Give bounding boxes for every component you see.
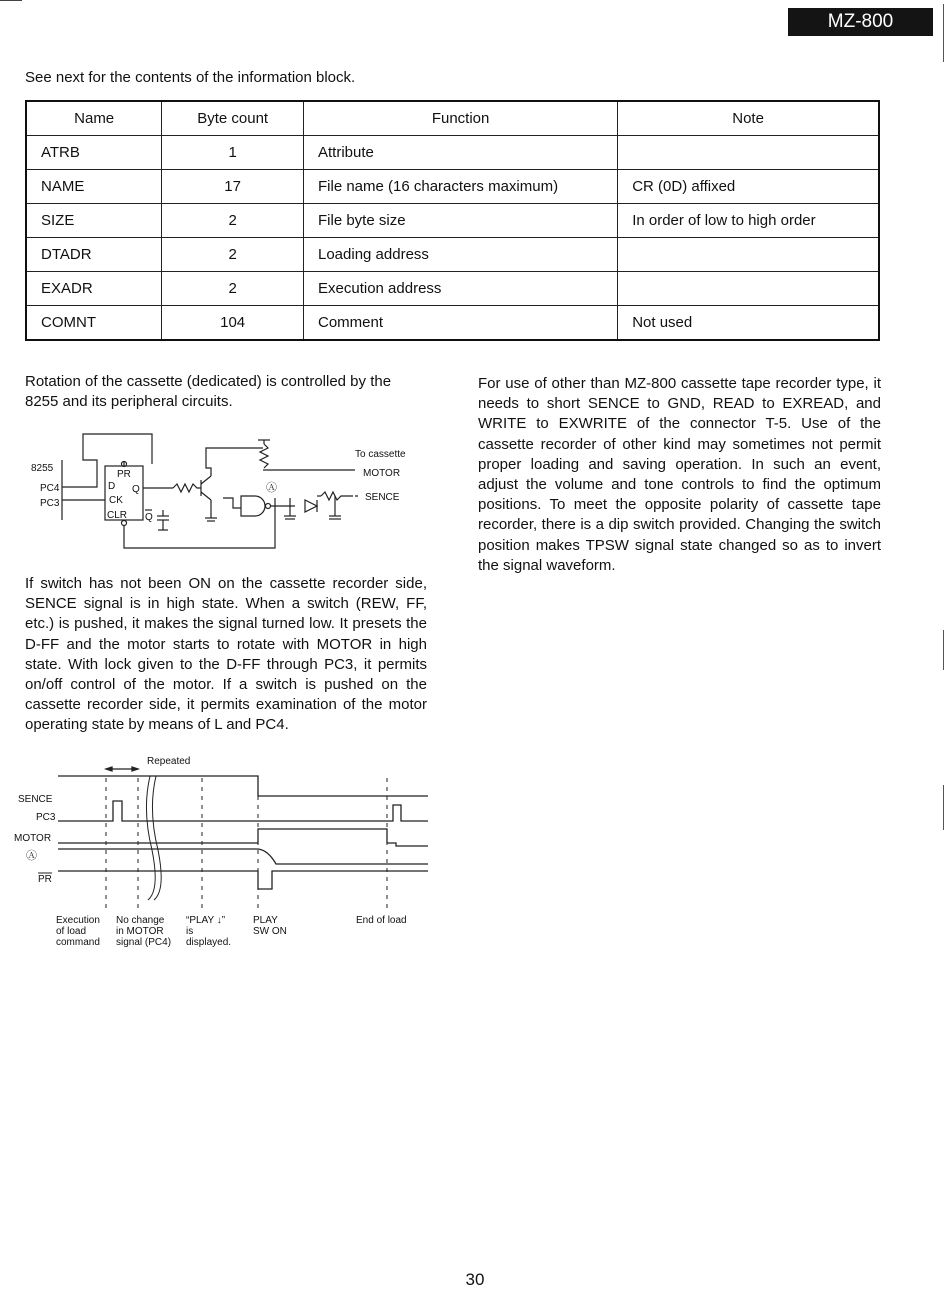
cell-note: CR (0D) affixed <box>618 170 879 204</box>
label-motor: MOTOR <box>363 468 401 479</box>
cell-note <box>618 238 879 272</box>
left-paragraph-intro: Rotation of the cassette (dedicated) is controlled by the 8255 and its peripheral circuits. <box>25 373 392 411</box>
col-header-name: Name <box>26 101 162 136</box>
caption-end-of-load: End of load <box>356 915 407 926</box>
label-sig-sence: SENCE <box>18 794 53 805</box>
label-ck: CK <box>109 495 123 506</box>
timing-diagram <box>10 750 435 955</box>
cell-function: Attribute <box>304 136 618 170</box>
table-header-row <box>26 101 879 136</box>
model-badge: MZ-800 <box>788 8 933 36</box>
label-to-cassette: To cassette <box>355 449 406 460</box>
cell-function: Execution address <box>304 272 618 306</box>
caption-execution-2: of load <box>56 926 87 937</box>
label-q: Q <box>132 484 140 495</box>
label-clr: CLR <box>107 510 128 521</box>
label-sig-pc3: PC3 <box>36 812 56 823</box>
cell-name: EXADR <box>26 272 162 306</box>
caption-play-sw-2: SW ON <box>253 926 287 937</box>
caption-play-displayed-1: “PLAY ↓” <box>186 915 226 926</box>
table-row <box>26 204 879 238</box>
label-pr: PR <box>117 469 131 480</box>
cell-name: SIZE <box>26 204 162 238</box>
cell-note: Not used <box>618 306 879 341</box>
label-d: D <box>108 481 116 492</box>
information-block-table <box>25 100 880 341</box>
cell-byte-count: 104 <box>162 306 304 341</box>
table-row <box>26 170 879 204</box>
cell-byte-count: 2 <box>162 204 304 238</box>
caption-execution-1: Execution <box>56 915 100 926</box>
cell-name: NAME <box>26 170 162 204</box>
cell-function: Comment <box>304 306 618 341</box>
col-header-note: Note <box>618 101 879 136</box>
cassette-motor-circuit-diagram <box>25 430 425 555</box>
label-sig-a: Ⓐ <box>26 850 37 862</box>
margin-mark <box>943 4 944 62</box>
cell-byte-count: 2 <box>162 272 304 306</box>
table-row <box>26 272 879 306</box>
label-sig-pr: PR <box>38 874 52 885</box>
top-rule <box>0 0 22 1</box>
label-node-a: Ⓐ <box>266 482 277 494</box>
label-pc3: PC3 <box>40 498 60 509</box>
page-number: 30 <box>465 1270 485 1289</box>
cell-name: COMNT <box>26 306 162 341</box>
col-header-byte-count: Byte count <box>162 101 304 136</box>
table-row <box>26 306 879 341</box>
label-repeated: Repeated <box>147 756 191 767</box>
cell-name: DTADR <box>26 238 162 272</box>
cell-name: ATRB <box>26 136 162 170</box>
label-sence: SENCE <box>365 492 400 503</box>
margin-mark <box>943 630 944 670</box>
cell-note <box>618 272 879 306</box>
cell-byte-count: 17 <box>162 170 304 204</box>
margin-mark <box>943 785 944 830</box>
left-paragraph-operation: If switch has not been ON on the cassette recorder side, SENCE signal is in high state. When a switch (REW, FF, etc.) is pushed, it makes the signal turned low. It presets the D-FF and the motor starts to rotate with MOTOR in high state. With lock given to the D-FF through PC3, it permits on/off control of the motor. If a switch is pushed on the cassette recorder side, it permits examination of the motor operating state by means of L and PC4. <box>25 575 427 734</box>
table-row <box>26 136 879 170</box>
caption-execution-3: command <box>56 937 100 948</box>
caption-play-sw-1: PLAY <box>253 915 278 926</box>
caption-no-change-2: in MOTOR <box>116 926 164 937</box>
cell-byte-count: 1 <box>162 136 304 170</box>
cell-byte-count: 2 <box>162 238 304 272</box>
cell-function: File name (16 characters maximum) <box>304 170 618 204</box>
cell-note <box>618 136 879 170</box>
cell-function: Loading address <box>304 238 618 272</box>
table-row <box>26 238 879 272</box>
right-paragraph-compatibility: For use of other than MZ-800 cassette tape recorder type, it needs to short SENCE to GND, READ to EXREAD, and WRITE to EXWRITE of the connector T-5. Use of the cassette recorder of other kind may sometimes not permit proper loading and saving operation. In such an event, adjust the volume and tone controls to find the optimum positions. To meet the opposite polarity of cassette tape recorder, there is a dip switch provided. Changing the switch position makes TPSW signal state changed so as to invert the signal waveform. <box>478 375 881 574</box>
caption-play-displayed-2: is <box>186 926 194 937</box>
caption-no-change-1: No change <box>116 915 165 926</box>
cell-function: File byte size <box>304 204 618 238</box>
label-q-bar: Q <box>145 512 153 523</box>
cell-note: In order of low to high order <box>618 204 879 238</box>
label-sig-motor: MOTOR <box>14 833 52 844</box>
caption-no-change-3: signal (PC4) <box>116 937 172 948</box>
intro-text: See next for the contents of the information block. <box>25 69 356 86</box>
caption-play-displayed-3: displayed. <box>186 937 232 948</box>
label-pc4: PC4 <box>40 483 60 494</box>
col-header-function: Function <box>304 101 618 136</box>
label-8255: 8255 <box>31 463 54 474</box>
